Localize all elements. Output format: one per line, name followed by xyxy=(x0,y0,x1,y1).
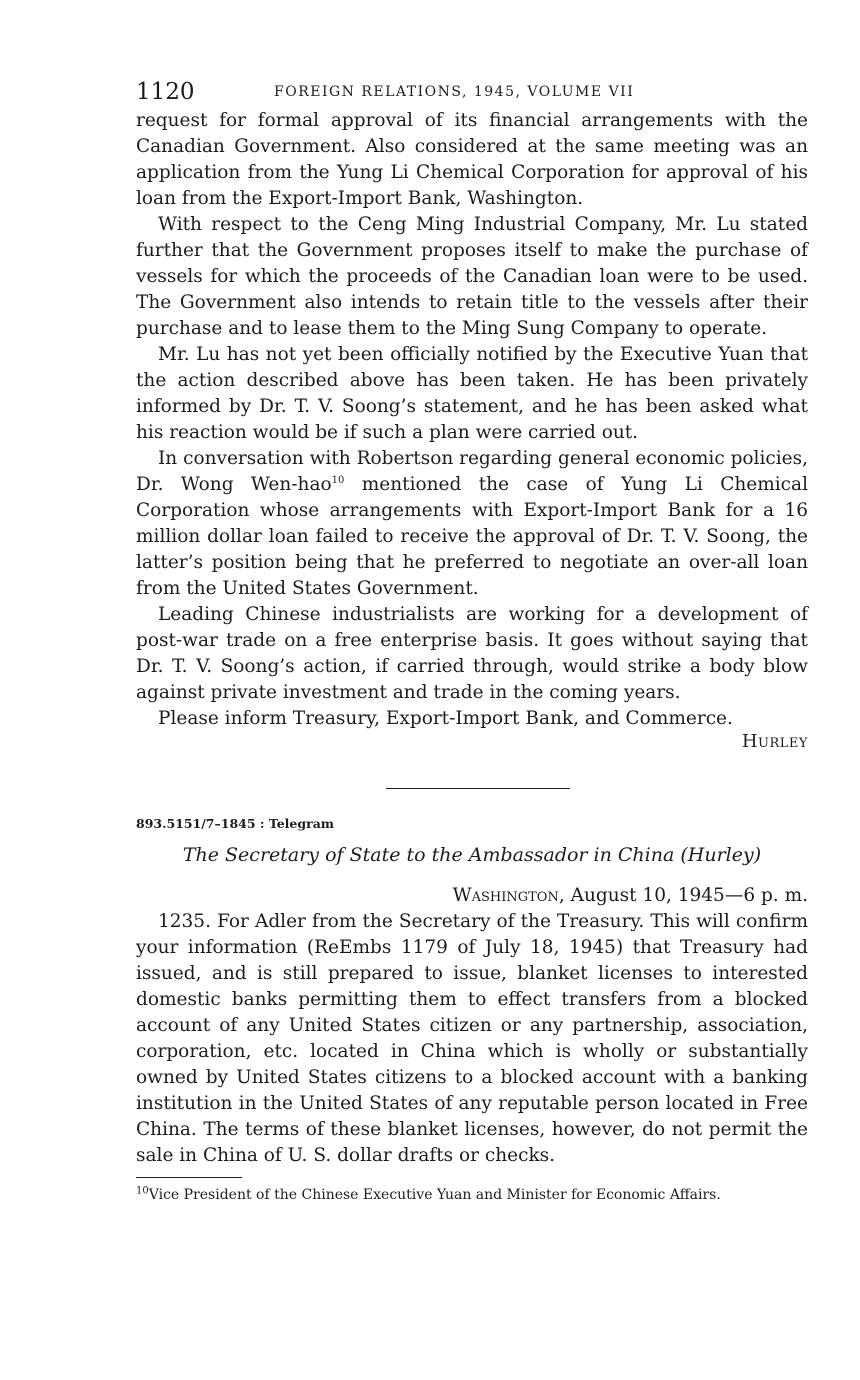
paragraph: request for formal approval of its financial arrangements with the Canadian Government. Also considered at the same meeting was an application from the Yung Li Chemical Corporation for approval of his loan from the Export-Import Bank, Washington. xyxy=(136,110,808,209)
paragraph xyxy=(136,446,808,602)
document-heading: The Secretary of State to the Ambassador in China (Hurley) xyxy=(182,844,762,866)
body-text xyxy=(136,108,808,732)
document-page xyxy=(136,78,808,1204)
heading-recipient: Hurley xyxy=(687,844,754,866)
page-number: 1120 xyxy=(136,79,195,105)
signature: Hurley xyxy=(741,731,808,752)
dateline-place: Washington xyxy=(452,885,559,906)
paragraph: 1235. For Adler from the Secretary of the Treasury. This will confirm your information (ReEmbs 1179 of July 18, 1945) that Treasury had issued, and is still prepared to issue, blanket licenses to interested domestic banks permitting them to effect transfers from a blocked account of any United States citizen or any partnership, association, corporation, etc. located in China which is wholly or substantially owned by United States citizens to a blocked account with a banking institution in the United States of any reputable person located in Free China. The terms of these blanket licenses, however, do not permit the sale in China of U. S. dollar drafts or checks. xyxy=(136,911,808,1166)
section-divider xyxy=(386,788,570,789)
paragraph-text: In conversation with Robertson regarding general economic policies, Dr. Wong Wen-hao xyxy=(136,448,808,495)
document-reference: 893.5151/7–1845 : Telegram xyxy=(136,816,335,831)
paragraph-text: mentioned the case of Yung Li Chemical Corporation whose arrangements with Export-Import Bank for a 16 million dollar loan failed to receive the approval of Dr. T. V. Soong, the latter’s position being that he preferred to negotiate an over-all loan from the United States Government. xyxy=(136,474,808,599)
telegram-body xyxy=(136,909,808,1169)
footnote xyxy=(136,1186,808,1204)
footnote-marker: 10 xyxy=(136,1185,149,1197)
dateline-date: , August 10, 1945—6 p. m. xyxy=(558,885,808,906)
paragraph: Mr. Lu has not yet been officially notified by the Executive Yuan that the action described above has been taken. He has been privately informed by Dr. T. V. Soong’s statement, and he has been asked what his reaction would be if such a plan were carried out. xyxy=(136,344,808,443)
footnote-text: Vice President of the Chinese Executive Yuan and Minister for Economic Affairs. xyxy=(148,1187,721,1203)
footnote-reference: 10 xyxy=(331,474,345,486)
paragraph: Please inform Treasury, Export-Import Bank, and Commerce. xyxy=(158,708,733,729)
running-head xyxy=(136,78,808,108)
running-head-title: FOREIGN RELATIONS, 1945, VOLUME VII xyxy=(274,84,635,100)
heading-text: The Secretary of State to the Ambassador in China xyxy=(182,844,675,866)
footnote-divider xyxy=(136,1177,242,1178)
paragraph: With respect to the Ceng Ming Industrial Company, Mr. Lu stated further that the Government proposes itself to make the purchase of vessels for which the proceeds of the Canadian loan were to be used. The Government also intends to retain title to the vessels after their purchase and to lease them to the Ming Sung Company to operate. xyxy=(136,214,808,339)
paragraph: Leading Chinese industrialists are working for a development of post-war trade on a free enterprise basis. It goes without saying that Dr. T. V. Soong’s action, if carried through, would strike a body blow against private investment and trade in the coming years. xyxy=(136,604,808,703)
dateline xyxy=(136,883,808,909)
